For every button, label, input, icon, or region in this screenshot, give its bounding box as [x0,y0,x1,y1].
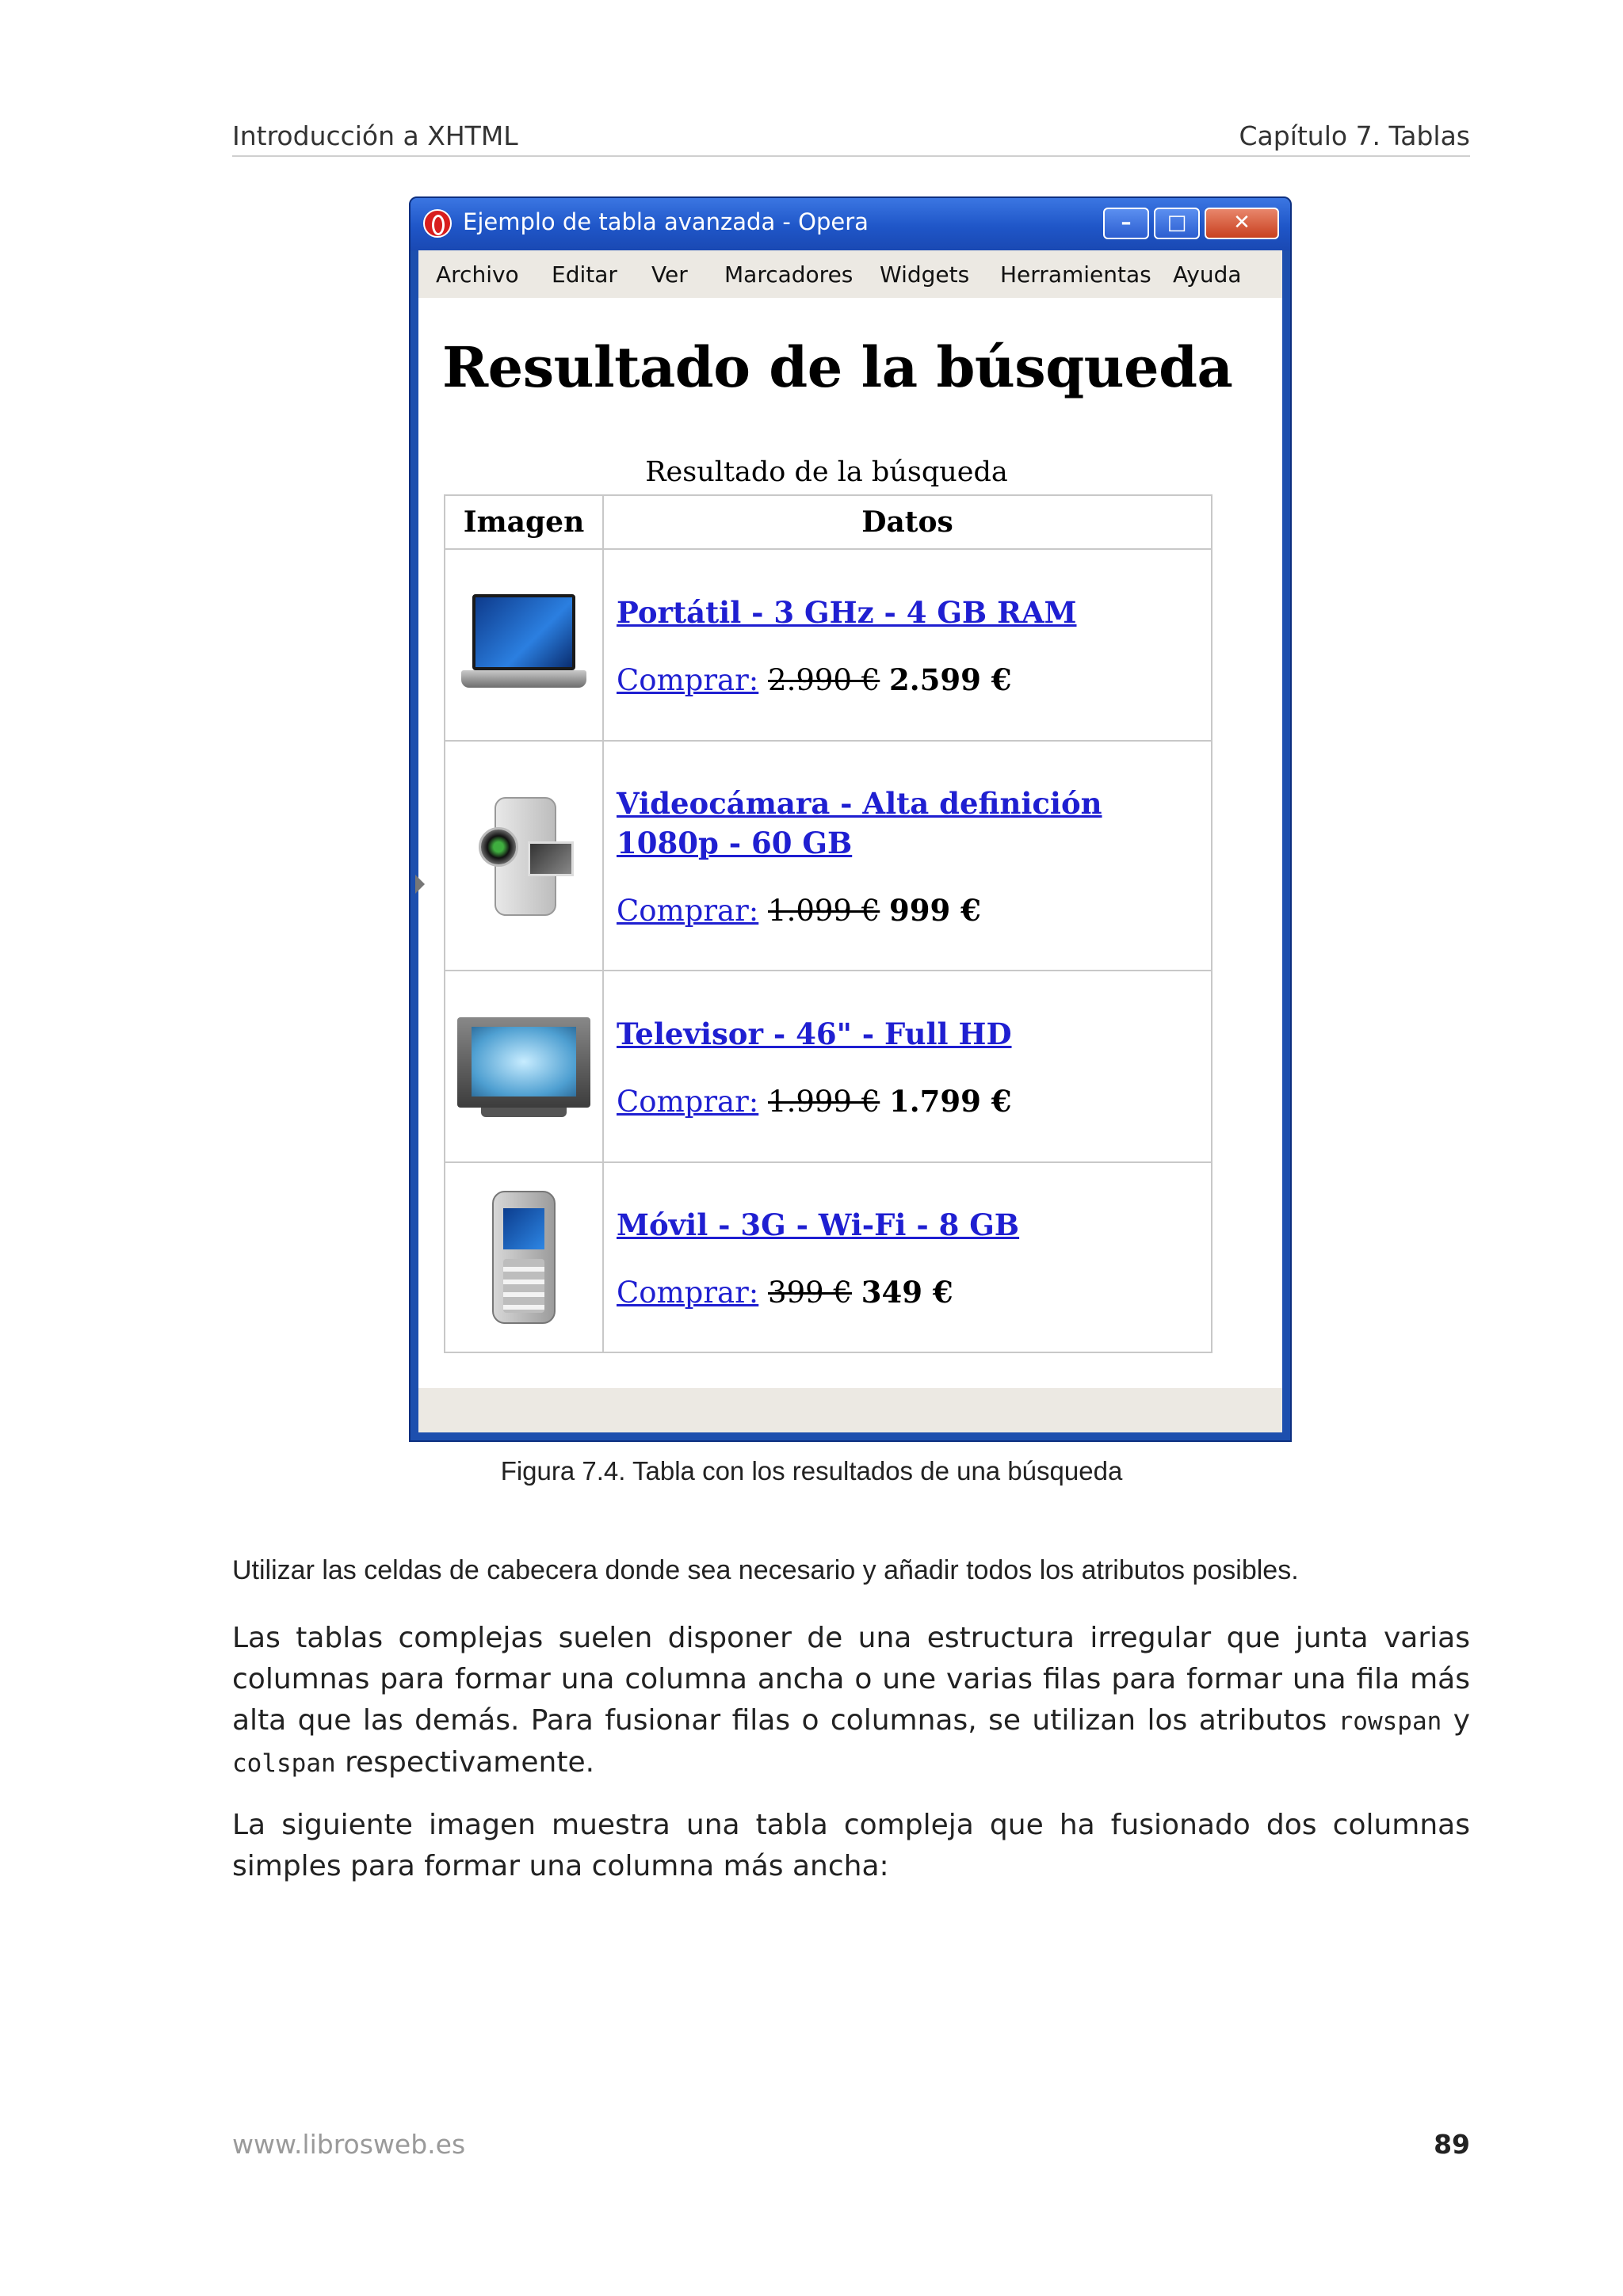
page-heading: Resultado de la búsqueda [442,334,1233,400]
browser-content [418,250,1282,1432]
window-titlebar[interactable] [411,198,1290,250]
new-price: 2.599 € [889,662,1012,697]
product-data-cell [603,971,1212,1162]
buy-line [617,662,1198,697]
window-title: Ejemplo de tabla avanzada - Opera [463,208,869,235]
product-link[interactable]: Portátil - 3 GHz - 4 GB RAM [617,595,1077,630]
column-header-imagen: Imagen [445,495,603,549]
table-header-row [445,495,1212,549]
menu-ayuda[interactable]: Ayuda [1173,261,1242,288]
buy-line [617,893,1198,928]
buy-link[interactable]: Comprar: [617,894,759,928]
header-chapter: Capítulo 7. Tablas [1239,120,1470,151]
product-image-cell [445,549,603,741]
buy-link[interactable]: Comprar: [617,1276,759,1310]
mobile-phone-icon [492,1191,556,1324]
product-image-cell [445,741,603,971]
column-header-datos: Datos [603,495,1212,549]
product-data-cell [603,549,1212,741]
new-price: 1.799 € [889,1084,1012,1119]
code-colspan: colspan [232,1749,336,1778]
paragraph-text: y [1442,1704,1471,1737]
running-header [232,117,1470,157]
paragraph-rowspan-colspan [232,1618,1470,1784]
menu-ver[interactable]: Ver [651,261,688,288]
paragraph-next-image: La siguiente imagen muestra una tabla compleja que ha fusionado dos columnas simples para formar una columna más ancha: [232,1809,1470,1882]
laptop-icon [461,591,586,699]
menu-herramientas[interactable]: Herramientas [1000,261,1151,288]
paragraph-text: Las tablas complejas suelen disponer de una estructura irregular que junta varias columnas para formar una columna ancha o une varias filas para formar una fila más alta que las demás. Para fusionar filas o columnas, se utilizan los atributos [232,1622,1470,1737]
old-price: 399 € [768,1276,852,1310]
product-image-cell [445,971,603,1162]
panel-toggle-arrow-icon[interactable] [415,875,425,894]
new-price: 999 € [889,893,981,928]
buy-link[interactable]: Comprar: [617,663,759,697]
footer-site: www.librosweb.es [232,2129,466,2160]
product-link[interactable]: Móvil - 3G - Wi-Fi - 8 GB [617,1207,1020,1242]
product-link[interactable]: Televisor - 46" - Full HD [617,1016,1012,1051]
close-button[interactable]: ✕ [1205,208,1279,239]
header-book-title: Introducción a XHTML [232,120,518,151]
menu-widgets[interactable]: Widgets [880,261,970,288]
menu-editar[interactable]: Editar [552,261,617,288]
old-price: 1.999 € [768,1085,880,1119]
code-rowspan: rowspan [1338,1707,1442,1736]
buy-link[interactable]: Comprar: [617,1085,759,1119]
table-row [445,741,1212,971]
table-caption: Resultado de la búsqueda [645,456,1008,488]
table-row [445,1162,1212,1352]
tv-icon [457,1011,590,1122]
page-number: 89 [1434,2129,1470,2160]
product-data-cell [603,1162,1212,1352]
buy-line [617,1084,1198,1119]
table-row [445,549,1212,741]
menu-bar [418,250,1282,298]
browser-window [409,196,1292,1442]
table-row [445,971,1212,1162]
old-price: 2.990 € [768,663,880,697]
camcorder-icon [472,789,575,922]
buy-line [617,1275,1198,1310]
minimize-button[interactable]: – [1103,208,1149,239]
figure-caption: Figura 7.4. Tabla con los resultados de una búsqueda [500,1456,1123,1486]
menu-archivo[interactable]: Archivo [436,261,519,288]
maximize-button[interactable]: □ [1154,208,1200,239]
paragraph-text: respectivamente. [335,1746,595,1779]
old-price: 1.099 € [768,894,880,928]
menu-marcadores[interactable]: Marcadores [724,261,854,288]
opera-logo-icon [423,209,452,238]
status-bar [418,1388,1282,1432]
product-link[interactable]: Videocámara - Alta definición 1080p - 60 GB [617,786,1102,860]
product-image-cell [445,1162,603,1352]
product-data-cell [603,741,1212,971]
new-price: 349 € [861,1275,953,1310]
results-table [444,494,1212,1353]
note-text: Utilizar las celdas de cabecera donde sea necesario y añadir todos los atributos posibles. [232,1555,1299,1585]
